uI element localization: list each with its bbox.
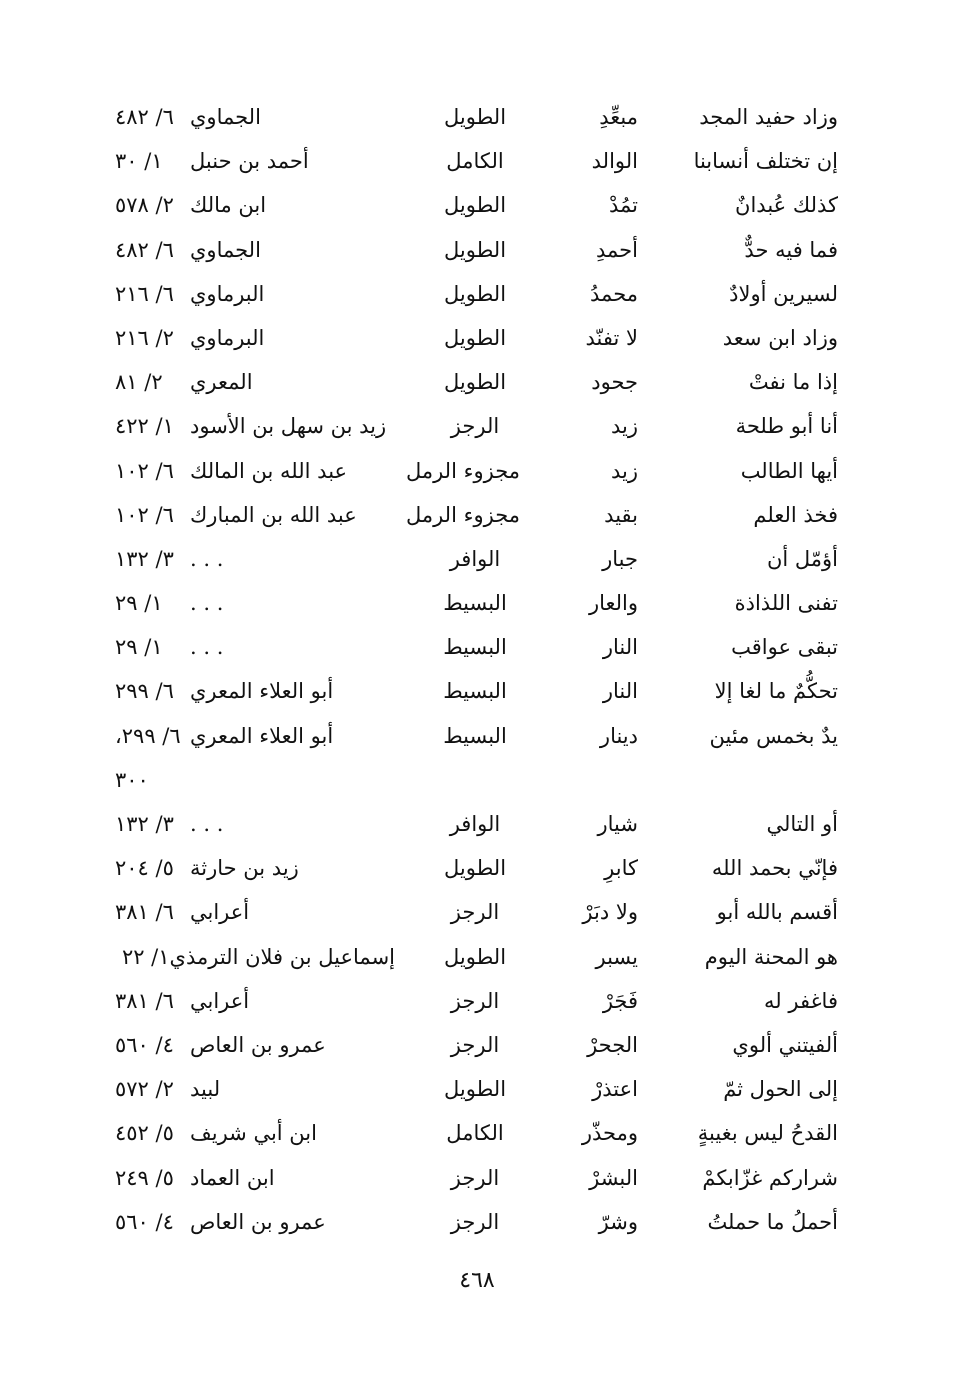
poetic-meter: الطويل xyxy=(443,856,507,881)
verse-opening: فإنّي بحمد الله xyxy=(711,856,838,881)
rhyme-word: شيار xyxy=(597,812,638,836)
verse-opening: القدحُ ليس بغيبةٍ xyxy=(697,1121,838,1146)
verse-opening: يدٌ بخمس مئين xyxy=(709,723,838,748)
table-row xyxy=(115,360,850,404)
table-row xyxy=(115,802,850,846)
volume-page-reference: ٦/ ٤٨٢ xyxy=(115,105,174,129)
poet-name: . . . xyxy=(190,591,224,616)
poetic-meter: الطويل xyxy=(443,1077,507,1102)
poet-name: . . . xyxy=(190,635,224,660)
volume-page-reference: ٦/ ٣٨١ xyxy=(115,900,174,925)
poetic-meter: الرجز xyxy=(450,1209,500,1234)
rhyme-word: جبار xyxy=(602,546,638,571)
verse-opening: تفنى اللذاذة xyxy=(734,591,838,616)
verse-opening: تبقى عواقب xyxy=(731,635,838,660)
volume-page-reference: ٣٠٠ xyxy=(115,767,149,792)
page-number: ٤٦٨ xyxy=(459,1268,495,1293)
rhyme-word: زيد xyxy=(610,458,638,483)
verse-opening: إن تختلف أنسابنا xyxy=(693,149,838,174)
poet-name: ابن أبي شريف xyxy=(190,1121,317,1146)
rhyme-word: أحمدِ xyxy=(596,237,638,262)
poet-name: زيد بن حارثة xyxy=(190,856,299,881)
volume-page-reference: ١/ ٤٢٢ xyxy=(115,414,174,439)
rhyme-word: والعار xyxy=(588,591,638,616)
table-row xyxy=(115,890,850,934)
verse-index-table xyxy=(115,95,850,1244)
table-row xyxy=(115,537,850,581)
poetic-meter: البسيط xyxy=(443,679,507,704)
poetic-meter: الرجز xyxy=(450,1032,500,1057)
volume-page-reference: ٢/ ٢١٦ xyxy=(115,325,174,350)
volume-page-reference: ٦/ ٢٩٩ xyxy=(115,679,174,704)
poetic-meter: البسيط xyxy=(443,635,507,660)
volume-page-reference: ١/ ٢٩ xyxy=(115,591,163,616)
poet-name: أبو العلاء المعري xyxy=(190,679,334,704)
poetic-meter: الرجز xyxy=(450,900,500,925)
table-row xyxy=(115,581,850,625)
verse-opening: لسيرين أولادٌ xyxy=(729,281,838,306)
rhyme-word: اعتذرْ xyxy=(592,1077,638,1102)
table-row xyxy=(115,272,850,316)
poet-name: الجماوي xyxy=(190,105,261,129)
poetic-meter: الكامل xyxy=(446,1121,504,1146)
volume-page-reference: ٦/ ١٠٢ xyxy=(115,502,174,527)
table-row xyxy=(115,1200,850,1244)
table-row xyxy=(115,625,850,669)
rhyme-word: فَجَرْ xyxy=(602,988,638,1013)
poet-name: عبد الله بن المالك xyxy=(190,458,348,483)
poetic-meter: الطويل xyxy=(443,370,507,395)
verse-opening: أقسم بالله أبو xyxy=(716,900,838,925)
verse-opening: فخذ العلم xyxy=(753,502,838,527)
poet-name: لبيد xyxy=(190,1077,221,1102)
rhyme-word: جحود xyxy=(591,370,638,395)
rhyme-word: ولا دبَرْ xyxy=(582,900,638,925)
poet-name: ابن مالك xyxy=(190,193,267,218)
table-row xyxy=(115,979,850,1023)
volume-page-reference: ٣/ ١٣٢ xyxy=(115,546,174,571)
verse-opening: أيها الطالب xyxy=(740,458,838,483)
verse-opening: أو التالي xyxy=(766,812,838,836)
volume-page-reference: ٥/ ٢٠٤ xyxy=(115,856,174,881)
rhyme-word: وشرّ xyxy=(598,1209,638,1234)
rhyme-word: بقيد xyxy=(604,502,638,527)
rhyme-word: مبعِّدِ xyxy=(599,105,638,129)
poet-name: . . . xyxy=(190,546,224,571)
table-row xyxy=(115,316,850,360)
table-row xyxy=(115,139,850,183)
volume-page-reference: ٦/ ٤٨٢ xyxy=(115,237,174,262)
table-row xyxy=(115,183,850,227)
poet-name: البرماوي xyxy=(190,325,265,350)
table-row xyxy=(115,1023,850,1067)
verse-opening: ألفيتني ألوي xyxy=(732,1032,838,1057)
rhyme-word: كابرِ xyxy=(604,856,638,881)
volume-page-reference: ٥/ ٤٥٢ xyxy=(115,1121,174,1146)
poetic-meter: الطويل xyxy=(443,193,507,218)
poetic-meter: الطويل xyxy=(443,237,507,262)
volume-page-reference: ٦/ ١٠٢ xyxy=(115,458,174,483)
poetic-meter: الطويل xyxy=(443,944,507,969)
verse-opening: إذا ما نفتْ xyxy=(748,370,838,395)
table-row xyxy=(115,493,850,537)
verse-opening: هو المحنة اليوم xyxy=(704,944,838,969)
table-row xyxy=(115,95,850,139)
verse-opening: أنا أبو طلحة xyxy=(735,414,838,439)
rhyme-word: تمُدْ xyxy=(608,193,638,218)
verse-opening: فاغفر له xyxy=(764,988,838,1013)
rhyme-word: الجحرْ xyxy=(587,1032,638,1057)
poet-name: عمرو بن العاص xyxy=(190,1209,326,1234)
table-row xyxy=(120,935,850,979)
poet-name: الجماوي xyxy=(190,237,261,262)
rhyme-word: البشرْ xyxy=(589,1165,638,1190)
table-row xyxy=(115,1111,850,1155)
poetic-meter: الرجز xyxy=(450,414,500,439)
poet-name: إسماعيل بن فلان الترمذي١/ ٢٢ xyxy=(121,944,395,969)
table-row xyxy=(115,404,850,448)
rhyme-word: زيد xyxy=(610,414,638,439)
verse-opening: شراركم غزّابكمْ xyxy=(702,1165,838,1190)
poetic-meter: الطويل xyxy=(443,281,507,306)
poet-name: أبو العلاء المعري xyxy=(190,723,334,748)
volume-page-reference: ٢/ ٥٧٨ xyxy=(115,193,174,218)
poet-name: أعرابي xyxy=(190,900,250,925)
volume-page-reference: ٣/ ١٣٢ xyxy=(115,812,174,836)
rhyme-word: النار xyxy=(602,679,638,704)
poet-name: أحمد بن حنبل xyxy=(190,149,309,174)
poetic-meter: الكامل xyxy=(446,149,504,174)
poet-name: عبد الله بن المبارك xyxy=(190,502,357,527)
rhyme-word: محمدُ xyxy=(590,281,638,306)
poetic-meter: الوافر xyxy=(449,812,501,836)
poet-name: البرماوي xyxy=(190,281,265,306)
verse-opening: تحكُّمٌ ما لغا إلا xyxy=(714,679,838,704)
table-row xyxy=(115,228,850,272)
volume-page-reference: ٦/ ٢١٦ xyxy=(115,281,174,306)
poetic-meter: البسيط xyxy=(443,591,507,616)
table-row xyxy=(115,1156,850,1200)
rhyme-word: الوالد xyxy=(591,149,638,174)
table-row xyxy=(115,758,850,802)
volume-page-reference: ٦/ ٣٨١ xyxy=(115,988,174,1013)
poetic-meter: البسيط xyxy=(443,723,507,748)
verse-opening: كذلك عُبدانٌ xyxy=(735,193,838,218)
rhyme-word: ومحذّر xyxy=(581,1121,638,1146)
poet-name: عمرو بن العاص xyxy=(190,1032,326,1057)
table-row xyxy=(115,1067,850,1111)
rhyme-word: يسبر xyxy=(595,944,638,969)
verse-opening: وزاد ابن سعد xyxy=(722,325,838,350)
poet-name: المعري xyxy=(190,370,253,395)
volume-page-reference: ٥/ ٢٤٩ xyxy=(115,1165,174,1190)
poet-name: . . . xyxy=(190,812,224,836)
volume-page-reference: ١/ ٢٩ xyxy=(115,635,163,660)
rhyme-word: لا تفنّد xyxy=(585,325,638,350)
volume-page-reference: ٦/ ٢٩٩، xyxy=(115,723,181,748)
verse-opening: أحملُ ما حملتُ xyxy=(707,1209,838,1234)
volume-page-reference: ٢/ ٥٧٢ xyxy=(115,1077,174,1102)
rhyme-word: النار xyxy=(602,635,638,660)
poet-name: أعرابي xyxy=(190,988,250,1013)
poetic-meter: الرجز xyxy=(450,988,500,1013)
verse-opening: فما فيه حدٌّ xyxy=(744,237,838,262)
poetic-meter: الوافر xyxy=(449,546,501,571)
table-row xyxy=(115,714,850,758)
volume-page-reference: ١/ ٣٠ xyxy=(115,149,163,174)
table-row xyxy=(115,846,850,890)
poetic-meter: الطويل xyxy=(443,105,507,129)
volume-page-reference: ٤/ ٥٦٠ xyxy=(115,1032,174,1057)
poet-name: زيد بن سهل بن الأسود xyxy=(190,414,387,439)
volume-page-reference: ٤/ ٥٦٠ xyxy=(115,1209,174,1234)
verse-opening: إلى الحول ثمّ xyxy=(723,1077,838,1102)
table-row xyxy=(115,449,850,493)
volume-page-reference: ٢/ ٨١ xyxy=(115,370,163,395)
poet-name: ابن العماد xyxy=(190,1165,275,1190)
poetic-meter: مجزوء الرمل xyxy=(405,458,520,483)
verse-opening: أؤمّل أن xyxy=(766,546,838,571)
verse-opening: وزاد حفيد المجد xyxy=(699,105,838,129)
rhyme-word: دينار xyxy=(599,723,638,748)
poetic-meter: الرجز xyxy=(450,1165,500,1190)
poetic-meter: الطويل xyxy=(443,325,507,350)
table-row xyxy=(115,669,850,713)
poetic-meter: مجزوء الرمل xyxy=(405,502,520,527)
